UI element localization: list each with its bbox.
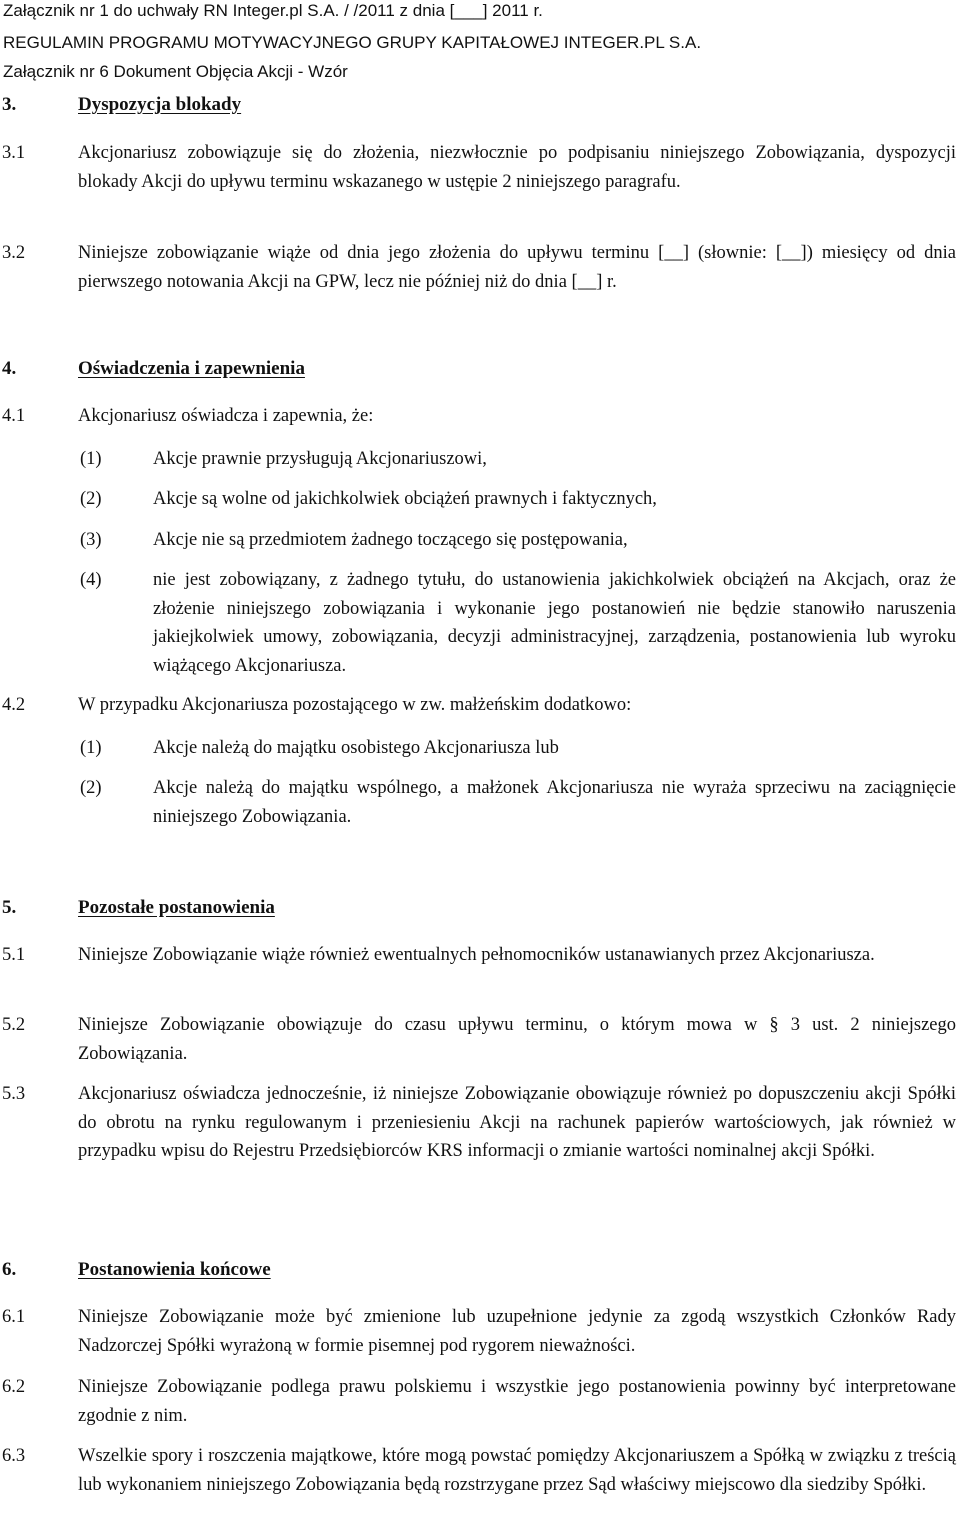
list-item-number: (2) xyxy=(80,489,102,509)
paragraph-text: Niniejsze Zobowiązanie obowiązuje do czasu upływu terminu, o którym mowa w § 3 ust. 2 niniejszego Zobowiązania. xyxy=(78,1015,956,1064)
list-item-number: (1) xyxy=(80,449,102,469)
section-title: Pozostałe postanowienia xyxy=(78,897,275,918)
paragraph-text: Niniejsze zobowiązanie wiąże od dnia jego złożenia do upływu terminu [__] (słownie: [__]) miesięcy od dnia pierwszego notowania Akcji na GPW, lecz nie później niż do dnia [__] r. xyxy=(78,243,956,292)
paragraph-number: 6.1 xyxy=(2,1307,26,1327)
list-item-number: (3) xyxy=(80,530,102,550)
list-item-text: Akcje należą do majątku wspólnego, a małżonek Akcjonariusza nie wyraża sprzeciwu na zaciągnięcie niniejszego Zobowiązania. xyxy=(153,778,956,827)
section-6-heading xyxy=(2,1258,271,1282)
section-number: 5. xyxy=(2,897,17,918)
paragraph-number: 3.1 xyxy=(2,143,26,163)
paragraph-text: Niniejsze Zobowiązanie wiąże również ewentualnych pełnomocników ustanawianych przez Akcjonariusza. xyxy=(78,945,875,965)
paragraph-number: 4.2 xyxy=(2,695,26,715)
paragraph-text: Niniejsze Zobowiązanie podlega prawu polskiemu i wszystkie jego postanowienia powinny być interpretowane zgodnie z nim. xyxy=(78,1377,956,1426)
section-title: Oświadczenia i zapewnienia xyxy=(78,358,305,379)
paragraph-number: 6.2 xyxy=(2,1377,26,1397)
list-item-number: (2) xyxy=(80,778,102,798)
paragraph-text: Akcjonariusz oświadcza jednocześnie, iż niniejsze Zobowiązanie obowiązuje również po dopuszczeniu akcji Spółki do obrotu na rynku regulowanym i przeniesieniu Akcji na rachunek papierów wartościowych, jak również w przypadku wpisu do Rejestru Przedsiębiorców KRS informacji o zmianie wartości nominalnej akcji Spółki. xyxy=(78,1084,956,1162)
paragraph-number: 5.3 xyxy=(2,1084,26,1104)
list-item-text: Akcje należą do majątku osobistego Akcjonariusza lub xyxy=(153,738,559,758)
list-item-text: Akcje są wolne od jakichkolwiek obciążeń prawnych i faktycznych, xyxy=(153,489,657,509)
paragraph-text: W przypadku Akcjonariusza pozostającego w zw. małżeńskim dodatkowo: xyxy=(78,695,632,715)
section-title: Postanowienia końcowe xyxy=(78,1259,271,1280)
section-3-heading xyxy=(2,93,241,117)
paragraph-number: 5.2 xyxy=(2,1015,26,1035)
paragraph-number: 6.3 xyxy=(2,1446,26,1466)
list-item-number: (1) xyxy=(80,738,102,758)
section-number: 4. xyxy=(2,358,17,379)
section-5-heading xyxy=(2,896,275,920)
paragraph-text: Niniejsze Zobowiązanie może być zmienione lub uzupełnione jedynie za zgodą wszystkich Członków Rady Nadzorczej Spółki wyrażoną w formie pisemnej pod rygorem nieważności. xyxy=(78,1307,956,1356)
list-item-text: Akcje prawnie przysługują Akcjonariuszowi, xyxy=(153,449,487,469)
paragraph-text: Wszelkie spory i roszczenia majątkowe, które mogą powstać pomiędzy Akcjonariuszem a Spółką w związku z treścią lub wykonaniem niniejszego Zobowiązania będą rozstrzygane przez Sąd właściwy miejscowo dla siedziby Spółki. xyxy=(78,1446,956,1495)
section-title: Dyspozycja blokady xyxy=(78,94,242,115)
paragraph-number: 5.1 xyxy=(2,945,26,965)
list-item-text: Akcje nie są przedmiotem żadnego toczącego się postępowania, xyxy=(153,530,628,550)
paragraph-number: 4.1 xyxy=(2,406,26,426)
section-4-heading xyxy=(2,357,305,381)
section-number: 6. xyxy=(2,1259,17,1280)
paragraph-text: Akcjonariusz zobowiązuje się do złożenia, niezwłocznie po podpisaniu niniejszego Zobowiązania, dyspozycji blokady Akcji do upływu terminu wskazanego w ustępie 2 niniejszego paragrafu. xyxy=(78,143,956,192)
header-line-2: REGULAMIN PROGRAMU MOTYWACYJNEGO GRUPY KAPITAŁOWEJ INTEGER.PL S.A. xyxy=(3,33,702,52)
header-line-1: Załącznik nr 1 do uchwały RN Integer.pl S.A. / /2011 z dnia [___] 2011 r. xyxy=(3,1,543,20)
list-item-text: nie jest zobowiązany, z żadnego tytułu, do ustanowienia jakichkolwiek obciążeń na Akcjach, oraz że złożenie niniejszego zobowiązania i wykonanie jego postanowień nie będzie stanowiło naruszenia jakiejkolwiek umowy, zobowiązania, decyzji administracyjnej, zarządzenia, postanowienia lub wyroku wiążącego Akcjonariusza. xyxy=(153,570,956,676)
section-number: 3. xyxy=(2,94,17,115)
paragraph-text: Akcjonariusz oświadcza i zapewnia, że: xyxy=(78,406,374,426)
paragraph-number: 3.2 xyxy=(2,243,26,263)
list-item-number: (4) xyxy=(80,570,102,590)
header-line-3: Załącznik nr 6 Dokument Objęcia Akcji - Wzór xyxy=(3,62,348,81)
